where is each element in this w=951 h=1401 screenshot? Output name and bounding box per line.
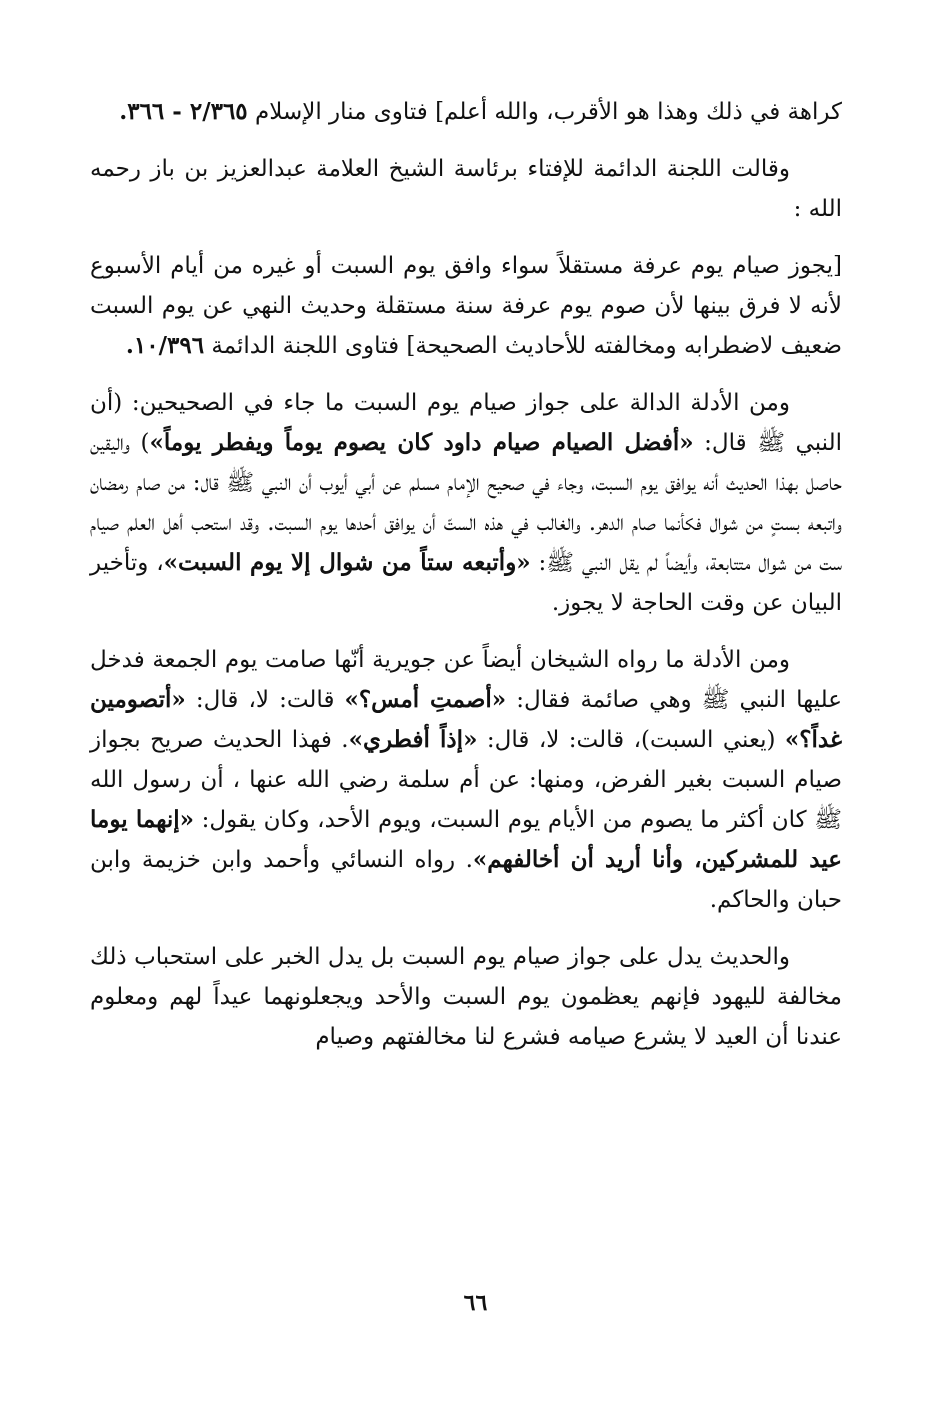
bold-text-segment: ٢/٣٦٥ - ٣٦٦.: [119, 98, 248, 125]
paragraph-evidence-sahihayn: [90, 383, 842, 623]
bold-text-segment: ١٠/٣٩٦.: [125, 332, 205, 359]
text-segment: ، وتأخير البيان عن وقت الحاجة لا يجوز.: [90, 550, 842, 616]
text-segment: ) واليقين حاصل بهذا الحديث أنه يوافق يوم السبت، وجاء في صحيح الإمام مسلم عن أبي أيوب أن النبي ﷺ قال: من صام رمضان واتبعه بستٍ من شوال فكأنما صام الدهر. والغالب في هذه الستّ أن يوافق أحدها يوم السبت. وقد استحب أهل العلم صيام ست من شوال متتابعة، وأيضاً لم يقل النبي ﷺ:: [90, 430, 842, 576]
paragraph-committee-fatwa: [90, 246, 842, 366]
bold-text-segment: «وأتبعه ستاً من شوال إلا يوم السبت»: [163, 549, 531, 576]
bold-text-segment: «إذاً أفطري»: [348, 726, 478, 753]
paragraph-committee-intro: [90, 149, 842, 229]
bold-text-segment: «أتصومين غداً؟»: [90, 686, 842, 753]
text-segment: كراهة في ذلك وهذا هو الأقرب، والله أعلم] فتاوى منار الإسلام: [247, 99, 842, 125]
text-segment: . فهذا الحديث صريح بجواز صيام السبت بغير الفرض، ومنها: عن أم سلمة رضي الله عنها ، أن رسول الله ﷺ كان أكثر ما يصوم من الأيام يوم السبت، ويوم الأحد، وكان يقول:: [90, 727, 842, 833]
text-segment: . رواه النسائي وأحمد وابن خزيمة وابن حبان والحاكم.: [90, 847, 842, 913]
text-segment: والحديث يدل على جواز صيام يوم السبت بل يدل الخبر على استحباب ذلك مخالفة لليهود فإنهم يعظمون يوم السبت والأحد ويجعلونهما عيداً لهم ومعلوم عندنا أن العيد لا يشرع صيامه فشرع لنا مخالفتهم وصيام: [90, 944, 842, 1050]
text-segment: (يعني السبت)، قالت: لا، قال:: [477, 727, 785, 753]
bold-text-segment: «إنهما يوما عيد للمشركين، وأنا أريد أن أخالفهم»: [90, 806, 842, 873]
document-body: [90, 92, 842, 1074]
text-segment: قالت: لا، قال:: [185, 687, 345, 713]
text-segment: ومن الأدلة ما رواه الشيخان أيضاً عن جويرية أنّها صامت يوم الجمعة فدخل عليها النبي ﷺ وهي صائمة فقال:: [90, 647, 842, 713]
bold-text-segment: «أصمتِ أمس؟»: [344, 686, 507, 713]
paragraph-evidence-juwayriya: [90, 640, 842, 920]
text-segment: [يجوز صيام يوم عرفة مستقلاً سواء وافق يوم السبت أو غيره من أيام الأسبوع لأنه لا فرق بينها لأن صوم يوم عرفة سنة مستقلة وحديث النهي عن يوم السبت ضعيف لاضطرابه ومخالفته للأحاديث الصحيحة] فتاوى اللجنة الدائمة: [90, 253, 842, 359]
text-segment: وقالت اللجنة الدائمة للإفتاء برئاسة الشيخ العلامة عبدالعزيز بن باز رحمه الله :: [90, 156, 842, 222]
bold-text-segment: «أفضل الصيام صيام داود كان يصوم يوماً ويفطر يوماً»: [149, 429, 694, 456]
text-segment: ومن الأدلة الدالة على جواز صيام يوم السبت ما جاء في الصحيحين: (أن النبي ﷺ قال:: [90, 390, 843, 456]
paragraph-conclusion: [90, 937, 842, 1057]
paragraph-fatwa-citation: [90, 92, 842, 132]
page-number: ٦٦: [463, 1290, 488, 1316]
